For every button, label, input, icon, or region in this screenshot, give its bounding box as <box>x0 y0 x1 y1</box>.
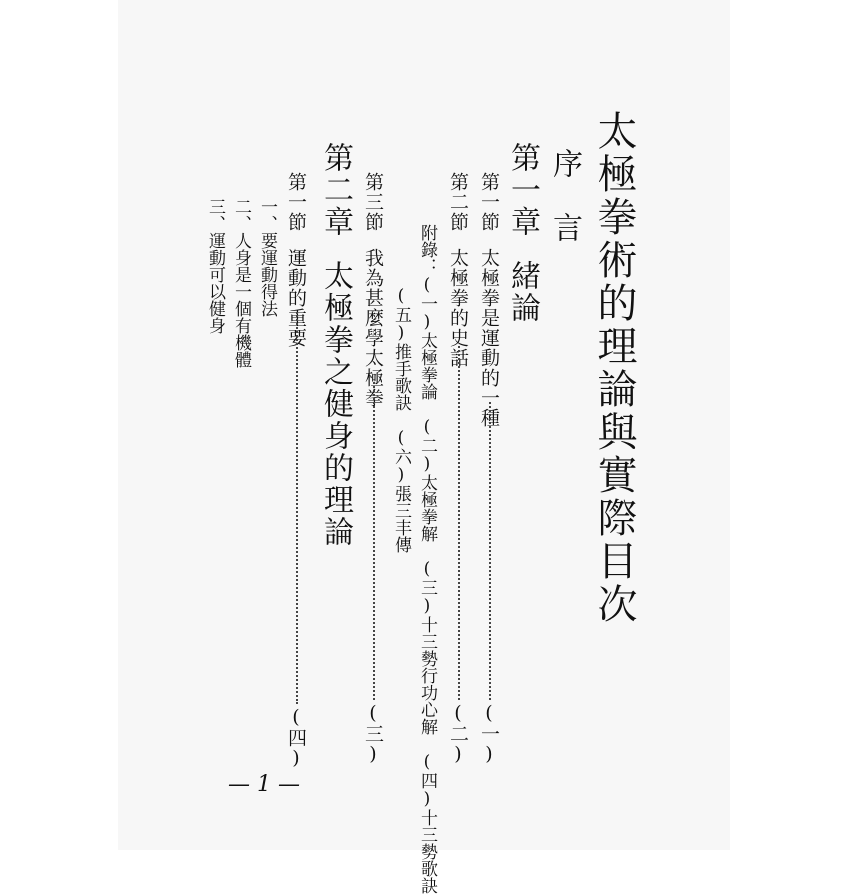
appendix-line1: 附錄：(一)太極拳論 (二)太極拳解 (三)十三勢行功心解 (四)十三勢歌訣 <box>417 224 437 894</box>
ch2-item-2: 二、人身是一個有機體 <box>231 198 251 368</box>
preface-heading: 序 言 <box>547 148 582 244</box>
ch2-section1-page: (四) <box>285 706 307 769</box>
ch1-section2-page: (二) <box>447 702 469 765</box>
ch1-section1 <box>479 172 498 428</box>
leader-dots <box>296 312 298 704</box>
ch2-section1-label: 第一節 <box>285 172 307 232</box>
toc-title: 太極拳術的理論與實際目次 <box>591 110 637 626</box>
ch2-item-3: 三、運動可以健身 <box>205 198 225 334</box>
ch1-section3-name: 我為甚麼學太極拳 <box>362 248 384 408</box>
ch1-section1-label: 第一節 <box>478 172 500 232</box>
ch1-section1-page: (一) <box>478 702 500 765</box>
ch1-section2-label: 第二節 <box>447 172 469 232</box>
chapter2-heading <box>318 142 353 548</box>
ch1-section1-name: 太極拳是運動的一種 <box>478 248 500 428</box>
appendix-line2: (五)推手歌訣 (六)張三丰傳 <box>391 286 411 553</box>
ch1-section3-page: (三) <box>362 702 384 765</box>
chapter2-label: 第二章 <box>318 142 353 238</box>
chapter2-name: 太極拳之健身的理論 <box>318 260 353 548</box>
leader-dots <box>373 382 375 700</box>
ch1-section3-label: 第三節 <box>362 172 384 232</box>
leader-dots <box>489 402 491 700</box>
ch1-section3 <box>363 172 382 408</box>
chapter1-heading <box>505 142 540 324</box>
page-number: — 1 — <box>228 772 300 797</box>
chapter1-label: 第一章 <box>505 142 540 238</box>
ch2-item-1: 一、要運動得法 <box>257 198 277 317</box>
ch1-section2 <box>448 172 467 368</box>
ch2-section1-name: 運動的重要 <box>285 248 307 348</box>
leader-dots <box>458 346 460 700</box>
chapter1-name: 緒論 <box>505 260 540 324</box>
ch1-section2-name: 太極拳的史話 <box>447 248 469 368</box>
